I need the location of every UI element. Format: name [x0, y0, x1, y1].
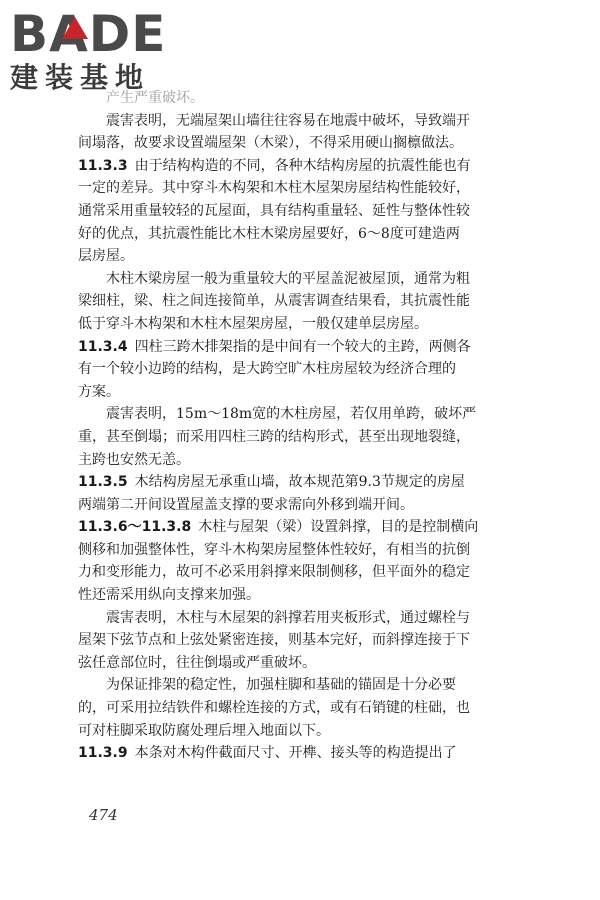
- text-line: [78, 381, 502, 404]
- text-line: [78, 290, 502, 313]
- text-line: [78, 110, 502, 133]
- line-text: 层房屋。: [78, 248, 134, 265]
- line-text: 屋架下弦节点和上弦处紧密连接，则基本完好，而斜撑连接于下: [78, 632, 470, 649]
- text-line: [78, 223, 502, 246]
- logo-subtitle: 建装基地: [10, 61, 151, 94]
- text-line: [78, 358, 502, 381]
- line-text: 震害表明，无端屋架山墙往往容易在地震中破坏，导致端开: [106, 112, 470, 129]
- logo-brand: BADE: [10, 5, 167, 63]
- line-text: 可对柱脚采取防腐处理后埋入地面以下。: [78, 722, 330, 739]
- text-line: [78, 313, 502, 336]
- text-line: [78, 539, 502, 562]
- text-line: [78, 742, 502, 765]
- line-text: 本条对木构件截面尺寸、开榫、接头等的构造提出了: [134, 745, 457, 762]
- line-text: 四柱三跨木排架指的是中间有一个较大的主跨，两侧各: [134, 338, 471, 355]
- line-text: 方案。: [78, 383, 120, 400]
- section-number: 11.3.3: [78, 157, 128, 174]
- line-text: 一定的差异。其中穿斗木构架和木柱木屋架房屋结构性能较好，: [78, 180, 470, 197]
- line-text: 弦任意部位时，往往倒塌或严重破坏。: [78, 654, 316, 671]
- text-line: [78, 449, 502, 472]
- page-number: 474: [89, 806, 118, 824]
- text-line: [78, 426, 502, 449]
- line-text: 震害表明，15m～18m宽的木柱房屋，若仅用单跨，破坏严: [106, 406, 477, 423]
- text-line: [78, 561, 502, 584]
- line-text: 为保证排架的稳定性，加强柱脚和基础的锚固是十分必要: [106, 677, 456, 694]
- line-text: 侧移和加强整体性，穿斗木构架房屋整体性较好，有相当的抗倒: [78, 541, 470, 558]
- text-line: [78, 87, 502, 110]
- text-line: [78, 607, 502, 630]
- text-line: [78, 336, 502, 359]
- section-number: 11.3.5: [78, 474, 128, 491]
- text-line: [78, 516, 502, 539]
- line-text: 性还需采用纵向支撑来加强。: [78, 587, 260, 604]
- line-text: 木柱木梁房屋一般为重量较大的平屋盖泥被屋顶，通常为粗: [106, 270, 470, 287]
- line-text: 通常采用重量较轻的瓦屋面，具有结构重量轻、延性与整体性较: [78, 202, 470, 219]
- line-text: 两端第二开间设置屋盖支撑的要求需向外移到端开间。: [78, 496, 414, 513]
- text-line: [78, 268, 502, 291]
- line-text: 主跨也安然无恙。: [78, 451, 190, 468]
- text-line: [78, 200, 502, 223]
- line-text: 力和变形能力，故可不必采用斜撑来限制侧移，但平面外的稳定: [78, 564, 470, 581]
- text-line: [78, 584, 502, 607]
- line-text: 间塌落，故要求设置端屋架（木梁），不得采用硬山搁檩做法。: [78, 135, 463, 152]
- line-text: 梁细柱，梁、柱之间连接简单，从震害调查结果看，其抗震性能: [78, 293, 470, 310]
- line-text: 的，可采用拉结铁件和螺栓连接的方式，或有石销键的柱础，也: [78, 700, 470, 717]
- line-text: 有一个较小边跨的结构，是大跨空旷木柱房屋较为经济合理的: [78, 361, 456, 378]
- logo-triangle-icon: [62, 17, 88, 39]
- text-line: [78, 471, 502, 494]
- text-line: [78, 674, 502, 697]
- text-line: [78, 629, 502, 652]
- text-line: [78, 132, 502, 155]
- text-line: [78, 245, 502, 268]
- line-text: 好的优点，其抗震性能比木柱木梁房屋要好，6～8度可建造两: [78, 225, 460, 242]
- text-line: [78, 494, 502, 517]
- section-number: 11.3.4: [78, 338, 128, 355]
- section-number: 11.3.9: [78, 745, 128, 762]
- section-number: 11.3.6～11.3.8: [78, 519, 192, 536]
- line-text: 震害表明，木柱与木屋架的斜撑若用夹板形式，通过螺栓与: [106, 609, 470, 626]
- line-text: 重，甚至倒塌；而采用四柱三跨的结构形式，甚至出现地裂缝，: [78, 428, 470, 445]
- text-line: [78, 652, 502, 675]
- text-line: [78, 697, 502, 720]
- line-text: 由于结构构造的不同，各种木结构房屋的抗震性能也有: [134, 157, 471, 174]
- text-line: [78, 177, 502, 200]
- line-text: 低于穿斗木构架和木柱木屋架房屋，一般仅建单层房屋。: [78, 315, 428, 332]
- line-text: 产生严重破坏。: [106, 90, 204, 106]
- line-text: 木柱与屋架（梁）设置斜撑，目的是控制横向: [198, 519, 479, 536]
- text-line: [78, 155, 502, 178]
- text-line: [78, 720, 502, 743]
- bade-logo: [8, 6, 178, 98]
- document-body: [78, 87, 502, 765]
- text-line: [78, 403, 502, 426]
- line-text: 木结构房屋无承重山墙，故本规范第9.3节规定的房屋: [134, 474, 465, 491]
